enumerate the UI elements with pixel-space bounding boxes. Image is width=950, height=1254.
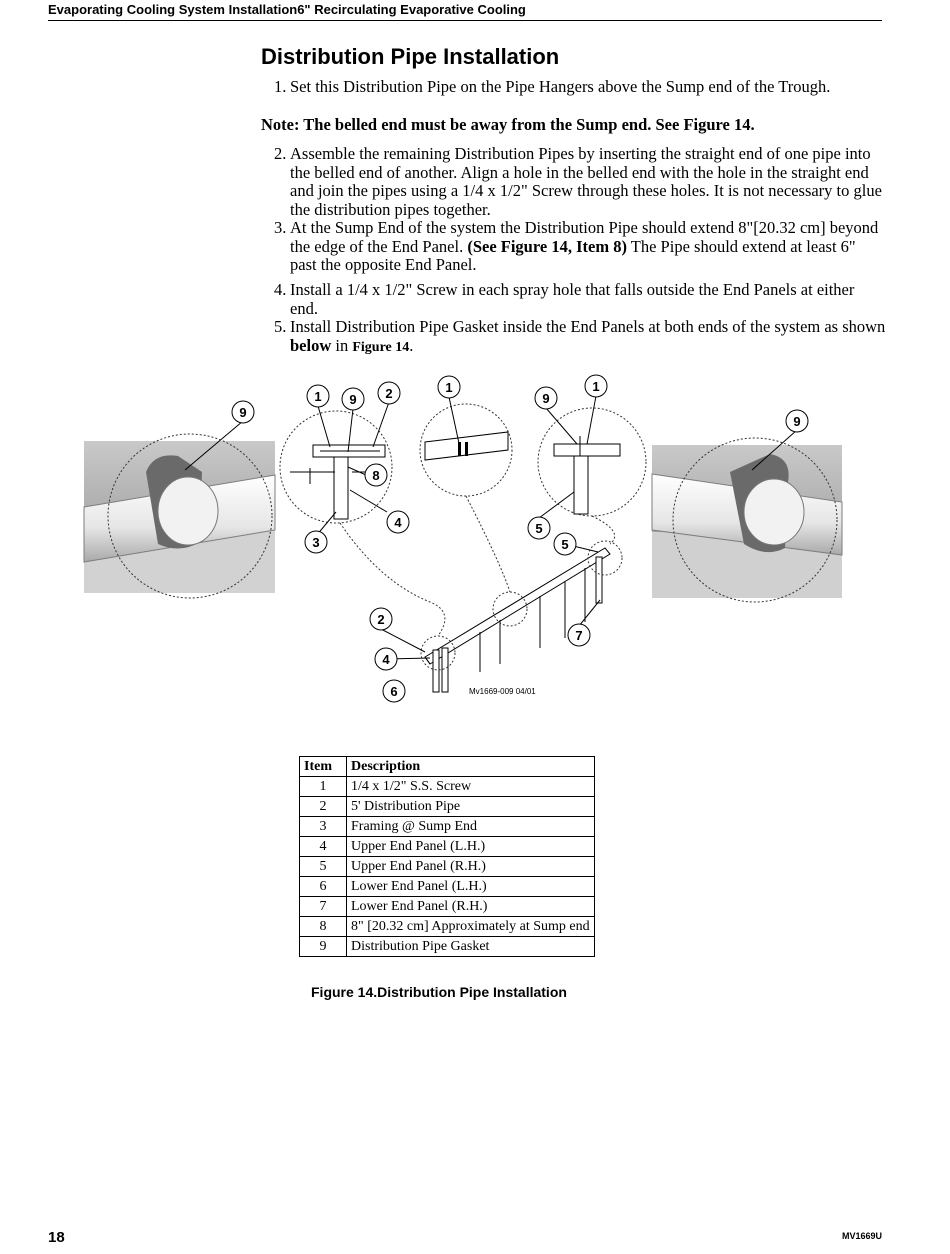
step-text: The Pipe should extend at least 6" past the opposite End Panel.: [290, 236, 856, 274]
header-title: Evaporating Cooling System Installation6" Recirculating Evaporative Cooling: [48, 2, 526, 17]
step-text: Install Distribution Pipe Gasket inside the End Panels at both ends of the system as shown: [290, 317, 886, 336]
svg-text:2: 2: [377, 612, 385, 627]
item-description: 1/4 x 1/2" S.S. Screw: [347, 777, 595, 797]
svg-text:5: 5: [535, 521, 543, 536]
callout-8: [365, 464, 387, 486]
note-block: [261, 116, 886, 135]
table-header-row: [300, 757, 595, 777]
step-number: 1.: [274, 77, 287, 96]
table-row: [300, 837, 595, 857]
steps-list-2: [261, 281, 886, 357]
figure-caption: Figure 14.Distribution Pipe Installation: [311, 984, 567, 1000]
svg-text:4: 4: [394, 515, 402, 530]
svg-text:6: 6: [390, 684, 398, 699]
step-1-block: [261, 78, 886, 97]
callout-1-a: [307, 385, 329, 407]
svg-text:9: 9: [542, 391, 550, 406]
table-row: [300, 777, 595, 797]
step-text: Assemble the remaining Distribution Pipes by inserting the straight end of one pipe into the belled end of another. Align a hole in the belled end with the hole in the straight end and join the pipes using a 1/4 x 1/2" Screw through these holes. It is not necessary to glue the distribution pipes together.: [290, 144, 882, 219]
item-number: 1: [300, 777, 347, 797]
svg-text:4: 4: [382, 652, 390, 667]
callout-9-right: [786, 410, 808, 432]
item-number: 7: [300, 897, 347, 917]
svg-text:2: 2: [385, 386, 393, 401]
svg-text:7: 7: [575, 628, 583, 643]
table-row: [300, 817, 595, 837]
item-description: Upper End Panel (R.H.): [347, 857, 595, 877]
callout-1-c: [585, 375, 607, 397]
step-2: [261, 145, 886, 219]
item-table: [299, 756, 595, 957]
svg-text:9: 9: [349, 392, 357, 407]
step-number: 4.: [274, 280, 287, 299]
step-text: .: [409, 335, 414, 355]
step-emphasis: below: [290, 335, 332, 355]
step-1: [261, 78, 886, 97]
detail-pipe-joint: [420, 404, 512, 496]
header-item: Item: [300, 757, 347, 777]
item-description: Distribution Pipe Gasket: [347, 937, 595, 957]
callout-5-b: [554, 533, 576, 555]
svg-text:1: 1: [314, 389, 322, 404]
figure-14-illustration: [80, 372, 860, 722]
callout-2-b: [370, 608, 392, 630]
callout-7: [568, 624, 590, 646]
table-row: [300, 797, 595, 817]
table-row: [300, 877, 595, 897]
table-row: [300, 917, 595, 937]
step-figure-reference: Figure 14: [352, 339, 410, 355]
step-figure-reference: (See Figure 14, Item 8): [467, 236, 627, 256]
svg-text:9: 9: [239, 405, 247, 420]
item-description: Lower End Panel (R.H.): [347, 897, 595, 917]
step-number: 5.: [274, 317, 287, 336]
callout-4-a: [387, 511, 409, 533]
pipe-installation-diagram: [80, 372, 860, 722]
item-number: 2: [300, 797, 347, 817]
svg-text:1: 1: [445, 380, 453, 395]
callout-9-b: [535, 387, 557, 409]
callout-2-a: [378, 382, 400, 404]
header-description: Description: [347, 757, 595, 777]
running-header: [48, 2, 882, 21]
item-description: 5' Distribution Pipe: [347, 797, 595, 817]
callout-4-b: [375, 648, 397, 670]
document-code: MV1669U: [841, 1231, 882, 1241]
svg-text:5: 5: [561, 537, 569, 552]
section-title: Distribution Pipe Installation: [261, 44, 560, 69]
gasket-photo-right: [652, 438, 842, 602]
callout-3: [305, 531, 327, 553]
item-number: 3: [300, 817, 347, 837]
table-row: [300, 937, 595, 957]
steps-list: [261, 145, 886, 275]
item-description: Upper End Panel (L.H.): [347, 837, 595, 857]
svg-text:3: 3: [312, 535, 320, 550]
table-row: [300, 857, 595, 877]
step-text: in: [335, 335, 349, 355]
item-number: 8: [300, 917, 347, 937]
table-row: [300, 897, 595, 917]
item-description: Lower End Panel (L.H.): [347, 877, 595, 897]
callout-1-b: [438, 376, 460, 398]
item-number: 4: [300, 837, 347, 857]
step-text: At the Sump End of the system the Distribution Pipe should extend 8"[20.32 cm] beyond the edge of the End Panel.: [290, 218, 879, 256]
svg-text:8: 8: [372, 468, 380, 483]
page-number: 18: [48, 1229, 65, 1246]
svg-text:9: 9: [793, 414, 801, 429]
item-number: 9: [300, 937, 347, 957]
step-text: Set this Distribution Pipe on the Pipe Hangers above the Sump end of the Trough.: [290, 77, 831, 96]
step-text: Install a 1/4 x 1/2" Screw in each spray hole that falls outside the End Panels at either end.: [290, 280, 855, 318]
callout-5-a: [528, 517, 550, 539]
item-description: Framing @ Sump End: [347, 817, 595, 837]
item-number: 6: [300, 877, 347, 897]
svg-text:1: 1: [592, 379, 600, 394]
step-5: [261, 318, 886, 357]
note: Note: The belled end must be away from the Sump end. See Figure 14.: [261, 115, 755, 134]
detail-opposite-end: [538, 408, 646, 516]
gasket-photo-left: [84, 434, 275, 598]
callout-9-left: [232, 401, 254, 423]
step-3: [261, 219, 886, 275]
callout-6: [383, 680, 405, 702]
step-number: 3.: [274, 218, 287, 237]
callout-9-a: [342, 388, 364, 410]
item-description: 8" [20.32 cm] Approximately at Sump end: [347, 917, 595, 937]
figure-code: Mv1669-009 04/01: [469, 687, 536, 696]
step-number: 2.: [274, 144, 287, 163]
item-number: 5: [300, 857, 347, 877]
step-4: [261, 281, 886, 318]
